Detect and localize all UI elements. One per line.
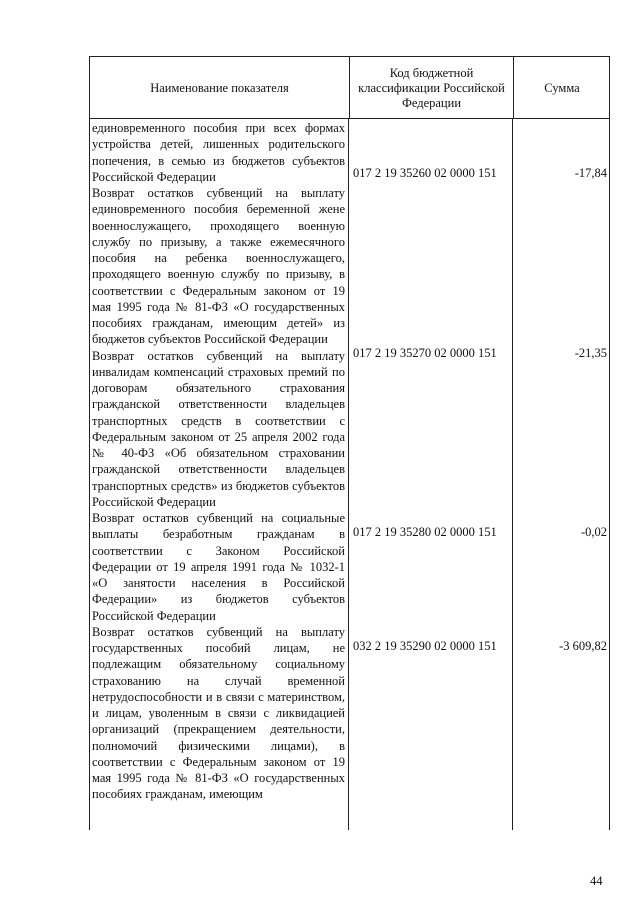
- row-code: 017 2 19 35270 02 0000 151: [353, 346, 497, 360]
- row-name: Возврат остатков субвенций на выплату инвалидам компенсаций страховых премий по договорам обязательного страхования гражданской ответственности владельцев транспортных средств в соответствии с Федеральным законом от 25 апреля 2002 года № 40-ФЗ «Об обязательном страховании гражданской ответственности владельцев транспортных средств» из бюджетов субъектов Российской Федерации: [92, 348, 345, 509]
- name-column: [92, 120, 345, 803]
- header-sum: Сумма: [513, 57, 610, 119]
- column-divider: [609, 119, 610, 830]
- row-name: единовременного пособия при всех формах устройства детей, лишенных родительского попечения, в семью из бюджетов субъектов Российской Федерации: [92, 121, 345, 184]
- column-divider: [348, 119, 349, 830]
- row-code: 017 2 19 35260 02 0000 151: [353, 166, 497, 180]
- row-name: Возврат остатков субвенций на выплату государственных пособий лицам, не подлежащим обязательному социальному страхованию на случай временной нетрудоспособности и в связи с материнством, и лицам, уволенным в связи с ликвидацией организаций (прекращением деятельности, полномочий физическими лицами), в соответствии с Федеральным законом от 19 мая 1995 года № 81-ФЗ «О государственных пособиях гражданам, имеющим: [92, 624, 345, 802]
- row-name: Возврат остатков субвенций на социальные выплаты безработным гражданам в соответствии с Законом Российской Федерации от 19 апреля 1991 года № 1032-1 «О занятости населения в Российской Федерации» из бюджетов субъектов Российской Федерации: [92, 511, 345, 623]
- row-code: 032 2 19 35290 02 0000 151: [353, 639, 497, 653]
- row-sum: -3 609,82: [559, 639, 607, 653]
- row-code: 017 2 19 35280 02 0000 151: [353, 525, 497, 539]
- page-number: 44: [590, 874, 603, 888]
- header-code: Код бюджетной классификации Российской Федерации: [349, 57, 513, 119]
- row-sum: -21,35: [574, 346, 607, 360]
- row-sum: -17,84: [574, 166, 607, 180]
- header-name: Наименование показателя: [150, 80, 289, 95]
- row-sum: -0,02: [580, 525, 607, 539]
- table-header: [90, 56, 610, 119]
- column-divider: [512, 119, 513, 830]
- row-name: Возврат остатков субвенций на выплату единовременного пособия беременной жене военнослужащего, проходящего военную службу по призыву, а также ежемесячного пособия на ребенка военнослужащего, проходящего военную службу по призыву, в соответствии с Федеральным законом от 19 мая 1995 года № 81-ФЗ «О государственных пособиях гражданам, имеющим детей» из бюджетов субъектов Российской Федерации: [92, 186, 345, 347]
- budget-table: [89, 56, 610, 830]
